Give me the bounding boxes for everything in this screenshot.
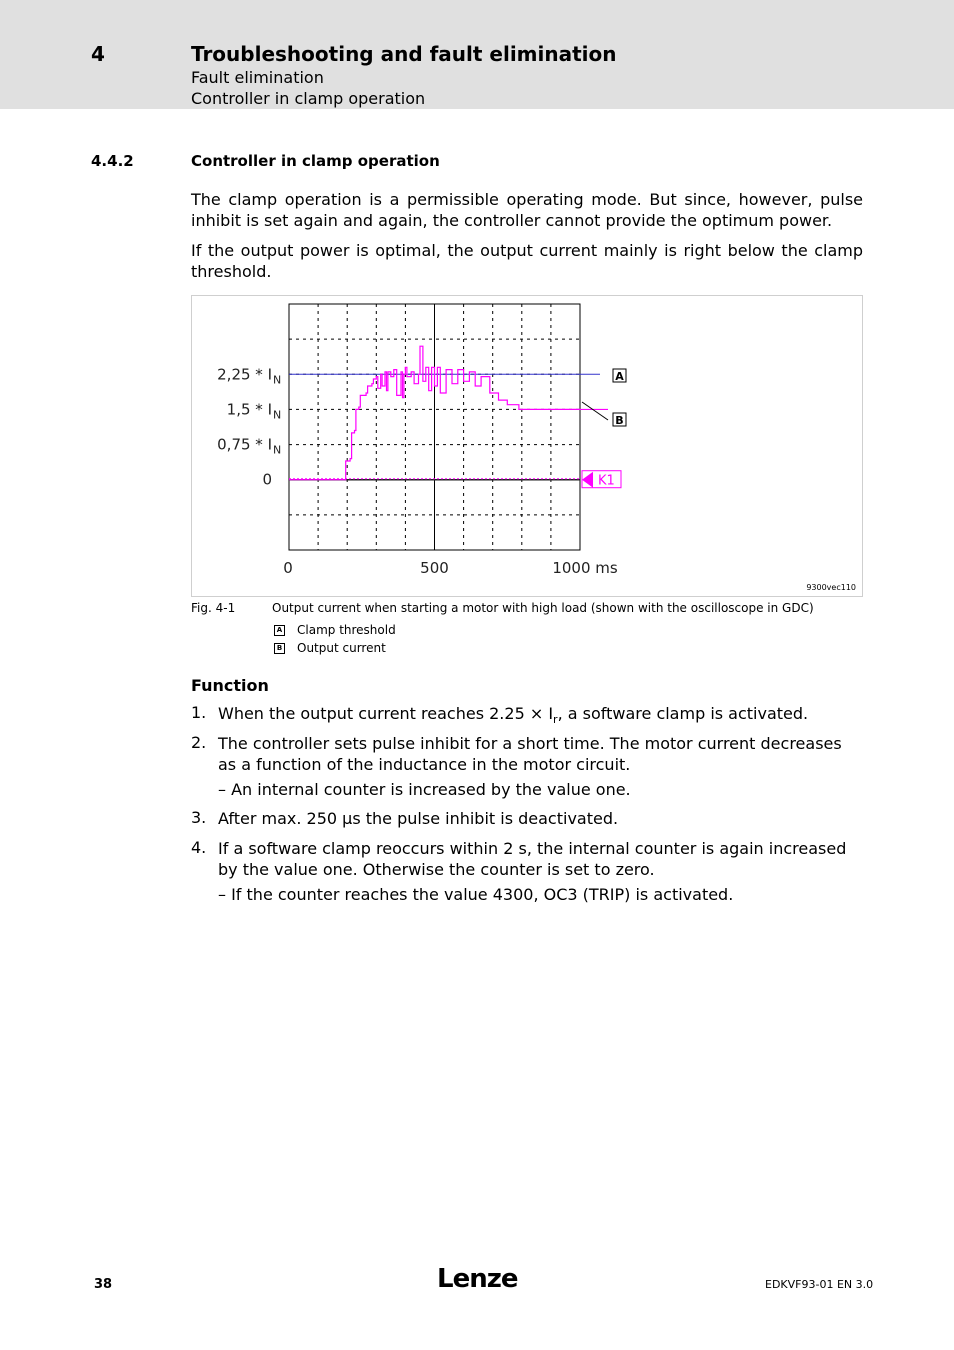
list-item-3-text: After max. 250 µs the pulse inhibit is deactivated. [218, 809, 619, 828]
function-heading: Function [191, 676, 269, 695]
list-item-1 [218, 703, 863, 730]
legend-key-b: B [274, 643, 285, 654]
y-tick-subscript: N [273, 373, 282, 387]
oscilloscope-figure [191, 295, 863, 597]
list-item-1-text: When the output current reaches 2.25 × I [218, 704, 554, 723]
marker-a-label: A [615, 370, 624, 383]
list-item-1-number: 1. [191, 703, 207, 722]
lenze-logo: Lenze [437, 1264, 518, 1294]
y-tick-label: 0,75 * I [217, 435, 272, 454]
list-item-1-subscript: r [553, 713, 558, 727]
list-item-4-note: – If the counter reaches the value 4300, OC3 (TRIP) is activated. [218, 885, 734, 904]
list-item-4-number: 4. [191, 838, 207, 857]
figure-label: Fig. 4-1 [191, 601, 236, 615]
y-tick-subscript: N [273, 443, 282, 457]
x-tick-label: 500 [420, 559, 449, 577]
section-number: 4.4.2 [91, 152, 134, 170]
legend-text-b: Output current [297, 641, 386, 655]
paragraph-1: The clamp operation is a permissible operating mode. But since, however, pulse inhibit is set again and again, the controller cannot provide the optimum power. [191, 190, 863, 230]
marker-b-label: B [615, 414, 624, 427]
oscilloscope-chart [192, 296, 864, 598]
legend-key-a: A [274, 625, 285, 636]
list-item-3-number: 3. [191, 808, 207, 827]
x-tick-label: 1000 ms [552, 559, 618, 577]
y-tick-label: 1,5 * I [226, 400, 272, 419]
legend-item-b [274, 641, 386, 655]
list-item-2-number: 2. [191, 733, 207, 752]
list-item-2-text: The controller sets pulse inhibit for a short time. The motor current decreases as a function of the inductance in the motor circuit. [218, 734, 842, 774]
list-item-2-note: – An internal counter is increased by the value one. [218, 780, 631, 799]
page-header [0, 0, 954, 109]
document-id: EDKVF93-01 EN 3.0 [765, 1278, 874, 1291]
section-title: Controller in clamp operation [191, 152, 440, 170]
chapter-title: Troubleshooting and fault elimination [191, 42, 617, 66]
figure-id: 9300vec110 [806, 583, 856, 592]
marker-b-leader [582, 402, 608, 420]
figure-caption: Output current when starting a motor with high load (shown with the oscilloscope in GDC) [272, 601, 814, 615]
x-tick-label: 0 [283, 559, 293, 577]
list-item-1-text-after: , a software clamp is activated. [557, 704, 809, 723]
page-number: 38 [94, 1277, 113, 1292]
header-subtitle-2: Controller in clamp operation [191, 89, 426, 108]
paragraph-2: If the output power is optimal, the output current mainly is right below the clamp threshold. [191, 241, 863, 281]
header-subtitle-1: Fault elimination [191, 68, 324, 87]
y-tick-subscript: N [273, 408, 282, 422]
cursor-k1-label: K1 [598, 473, 615, 489]
legend-item-a [274, 623, 396, 637]
legend-text-a: Clamp threshold [297, 623, 396, 637]
y-tick-label: 2,25 * I [217, 365, 272, 384]
chapter-number: 4 [91, 42, 105, 66]
list-item-4-text: If a software clamp reoccurs within 2 s, the internal counter is again increased by the value one. Otherwise the counter is set to zero. [218, 839, 847, 879]
y-tick-label: 0 [262, 470, 272, 489]
